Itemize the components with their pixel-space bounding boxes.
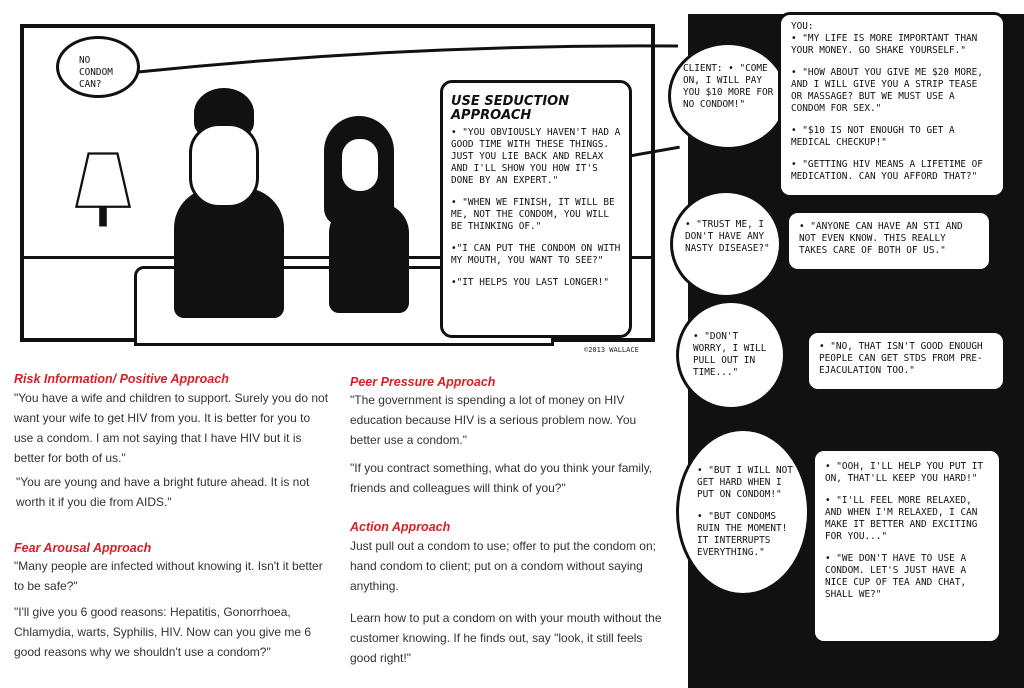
you-text: • "NO, THAT ISN'T GOOD ENOUGH PEOPLE CAN GET STDS FROM PRE-EJACULATION TOO." (819, 341, 983, 376)
client-text: • "BUT I WILL NOT GET HARD WHEN I PUT ON CONDOM!" (697, 465, 793, 500)
you-label: YOU: (791, 21, 814, 32)
action-heading: Action Approach (350, 520, 451, 534)
peer-paragraph-1: "The government is spending a lot of money on HIV education because HIV is a serious problem now. You better use a condom." (350, 393, 637, 447)
you-bubble-4 (812, 448, 1002, 644)
risk-paragraph-2: "You are young and have a bright future ahead. It is not worth it if you die from AIDS." (16, 475, 310, 509)
client-text: • "DON'T WORRY, I WILL PULL OUT IN TIME..." (693, 331, 767, 378)
speech-bubble-nocondom (56, 36, 140, 98)
client-text: • "BUT CONDOMS RUIN THE MOMENT! IT INTERRUPTS EVERYTHING." (697, 511, 788, 558)
you-bubble-3 (806, 330, 1006, 392)
peer-paragraph-2: "If you contract something, what do you think your family, friends and colleagues will think of you?" (350, 461, 653, 495)
seduction-title: USE SEDUCTION APPROACH (451, 94, 570, 123)
woman-figure (329, 203, 409, 313)
client-bubble-2 (670, 190, 782, 298)
seduction-item: • "WHEN WE FINISH, IT WILL BE ME, NOT THE CONDOM, YOU WILL BE THINKING OF." (451, 197, 615, 232)
client-text: • "TRUST ME, I DON'T HAVE ANY NASTY DISEASE?" (685, 219, 770, 254)
lamp-icon (64, 152, 142, 228)
you-bubble-2 (786, 210, 992, 272)
client-bubble-4 (676, 428, 810, 596)
you-bubble-1 (778, 12, 1006, 198)
client-bubble-1 (668, 42, 788, 150)
seduction-item: •"IT HELPS YOU LAST LONGER!" (451, 277, 610, 288)
fear-paragraph-2: "I'll give you 6 good reasons: Hepatitis, Gonorrhoea, Chlamydia, warts, Syphilis, HIV. Now can you give me 6 good reasons why we shouldn't use a condom?" (14, 605, 312, 659)
seduction-item: • "YOU OBVIOUSLY HAVEN'T HAD A GOOD TIME WITH THESE THINGS. JUST YOU LIE BACK AND RELAX AND I'LL SHOW YOU HOW IT'S DONE BY AN EXPERT." (451, 127, 621, 186)
woman-face (339, 136, 381, 194)
you-text: • "ANYONE CAN HAVE AN STI AND NOT EVEN KNOW. THIS REALLY TAKES CARE OF BOTH OF US." (799, 221, 963, 256)
you-item: • "$10 IS NOT ENOUGH TO GET A MEDICAL CHECKUP!" (791, 125, 955, 148)
man-head (189, 123, 259, 208)
action-paragraph-1: Just pull out a condom to use; offer to put the condom on; hand condom to client; put on a condom without saying anything. (350, 539, 656, 593)
action-paragraph-2: Learn how to put a condom on with your mouth without the customer knowing. If he finds out, say "look, it still feels good right!" (350, 611, 662, 665)
client-bubble-3 (676, 300, 786, 410)
you-item: • "I'LL FEEL MORE RELAXED, AND WHEN I'M RELAXED, I CAN MAKE IT BETTER AND EXCITING FOR YOU..." (825, 495, 978, 542)
speech-text: NO CONDOM CAN? (79, 55, 113, 90)
client-text: CLIENT: • "COME ON, I WILL PAY YOU $10 MORE FOR NO CONDOM!" (683, 63, 774, 110)
seduction-item: •"I CAN PUT THE CONDOM ON WITH MY MOUTH, YOU WANT TO SEE?" (451, 243, 621, 266)
you-item: • "WE DON'T HAVE TO USE A CONDOM. LET'S JUST HAVE A NICE CUP OF TEA AND CHAT, SHALL WE?" (825, 553, 967, 600)
you-item: • "OOH, I'LL HELP YOU PUT IT ON, THAT'LL KEEP YOU HARD!" (825, 461, 984, 484)
you-item: • "MY LIFE IS MORE IMPORTANT THAN YOUR MONEY. GO SHAKE YOURSELF." (791, 33, 978, 56)
you-item: • "GETTING HIV MEANS A LIFETIME OF MEDICATION. CAN YOU AFFORD THAT?" (791, 159, 983, 182)
fear-paragraph-1: "Many people are infected without knowing it. Isn't it better to be safe?" (14, 559, 323, 593)
you-item: • "HOW ABOUT YOU GIVE ME $20 MORE, AND I WILL GIVE YOU A STRIP TEASE OR MASSAGE? BUT WE MUST USE A CONDOM FOR SEX." (791, 67, 983, 114)
speech-tail (130, 30, 690, 80)
peer-heading: Peer Pressure Approach (350, 375, 496, 389)
artist-signature: ©2013 WALLACE (584, 346, 639, 354)
fear-heading: Fear Arousal Approach (14, 541, 152, 555)
risk-heading: Risk Information/ Positive Approach (14, 372, 229, 386)
seduction-approach-box (440, 80, 632, 338)
risk-paragraph-1: "You have a wife and children to support. Surely you do not want your wife to get HIV from you. It is better for you to use a condom. I am not saying that I have HIV but it is better for both of us." (14, 391, 329, 465)
